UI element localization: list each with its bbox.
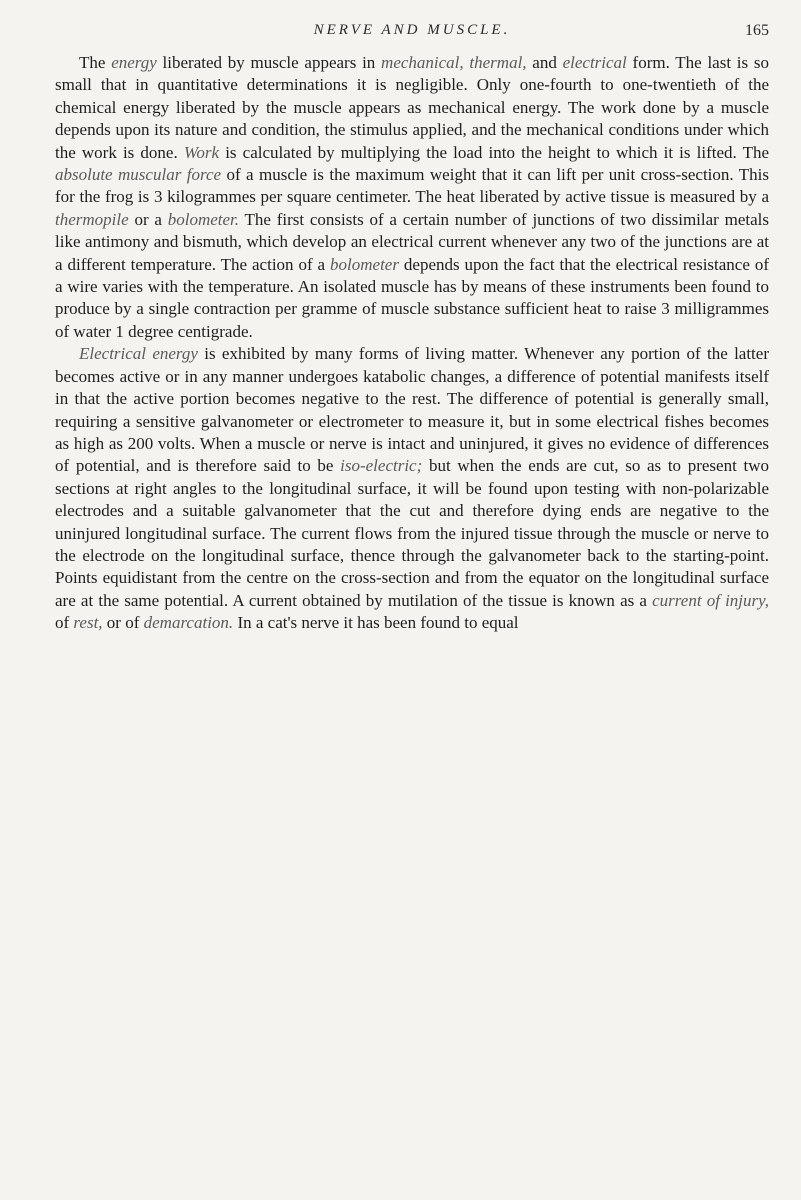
italic-run: electrical bbox=[562, 53, 627, 72]
italic-run: bolometer bbox=[330, 254, 399, 274]
italic-run: energy bbox=[111, 53, 157, 72]
text-run: is exhibited by many forms of living matter. Whenever any portion of the latter becomes active or in any manner undergoes katabolic changes, a difference of potential manifests itself in that the active portion becomes negative to the rest. The difference of potential is generally small, requiring a sensitive galvanometer or electrometer to measure it, but in some electrical fishes becomes as high as 200 volts. When a muscle or nerve is intact and uninjured, it gives no evidence of differences of potential, and is therefore said to be bbox=[55, 344, 769, 476]
text-run: The first consists of a certain number of junctions of two dissimilar metals like antimony and bismuth, which develop an electrical current whenever any two of the junctions are at a different temperature. The action of a bbox=[55, 209, 769, 274]
text-run: of a muscle is the maximum weight that it can lift per unit cross-section. This for the frog is 3 kilogrammes per square centimeter. The heat liberated by active tissue is measured by a bbox=[55, 165, 769, 207]
running-head bbox=[55, 22, 769, 52]
text-run: The bbox=[79, 53, 112, 72]
italic-run: Work bbox=[183, 142, 220, 162]
page-number: 165 bbox=[745, 22, 769, 39]
italic-run: mechanical, thermal, bbox=[381, 53, 527, 72]
running-head-title: NERVE AND MUSCLE. bbox=[313, 22, 511, 38]
body-text bbox=[55, 52, 769, 635]
text-run: of bbox=[55, 613, 74, 633]
italic-run: demarcation. bbox=[143, 613, 234, 633]
text-run: and bbox=[526, 53, 563, 72]
text-run: or a bbox=[128, 209, 168, 229]
text-run: depends upon the fact that the electrical resistance of a wire varies with the temperature. An isolated muscle has by means of these instruments been found to produce by a single contraction per gramme of muscle substance sufficient heat to raise 3 milligrammes of water 1 degree centigrade. bbox=[55, 254, 769, 341]
italic-run: absolute muscular force bbox=[55, 165, 222, 185]
text-run: form. The last is so small that in quantitative determinations it is negligible. Only one-fourth to one-twentieth of the chemical energy liberated by the muscle appears as mechanical energy. The work done by a muscle depends upon its nature and condition, the stimulus applied, and the mechanical conditions under which the work is done. bbox=[55, 53, 770, 162]
text-run: is calculated by multiplying the load into the height to which it is lifted. The bbox=[219, 142, 770, 162]
paragraph-electrical-energy bbox=[55, 343, 769, 634]
paragraph-energy bbox=[55, 52, 769, 343]
italic-run: bolometer. bbox=[167, 209, 240, 229]
italic-run: rest, bbox=[73, 613, 103, 633]
italic-run: iso-electric; bbox=[340, 456, 423, 476]
italic-run: current of injury, bbox=[652, 590, 770, 610]
text-run: but when the ends are cut, so as to present two sections at right angles to the longitudinal surface, it will be found upon testing with non-polarizable electrodes and a suitable galvanometer that the cut and therefore dying ends are negative to the uninjured longitudinal surface. The current flows from the injured tissue through the muscle or nerve to the electrode on the longitudinal surface, thence through the galvanometer back to the starting-point. Points equidistant from the centre on the cross-section and from the equator on the longitudinal surface are at the same potential. A current obtained by mutilation of the tissue is known as a bbox=[55, 456, 769, 610]
text-run: liberated by muscle appears in bbox=[156, 53, 382, 72]
text-run: or of bbox=[102, 613, 144, 633]
italic-run: thermopile bbox=[55, 209, 129, 229]
text-run: In a cat's nerve it has been found to equal bbox=[233, 613, 519, 633]
italic-run: Electrical energy bbox=[79, 344, 198, 364]
